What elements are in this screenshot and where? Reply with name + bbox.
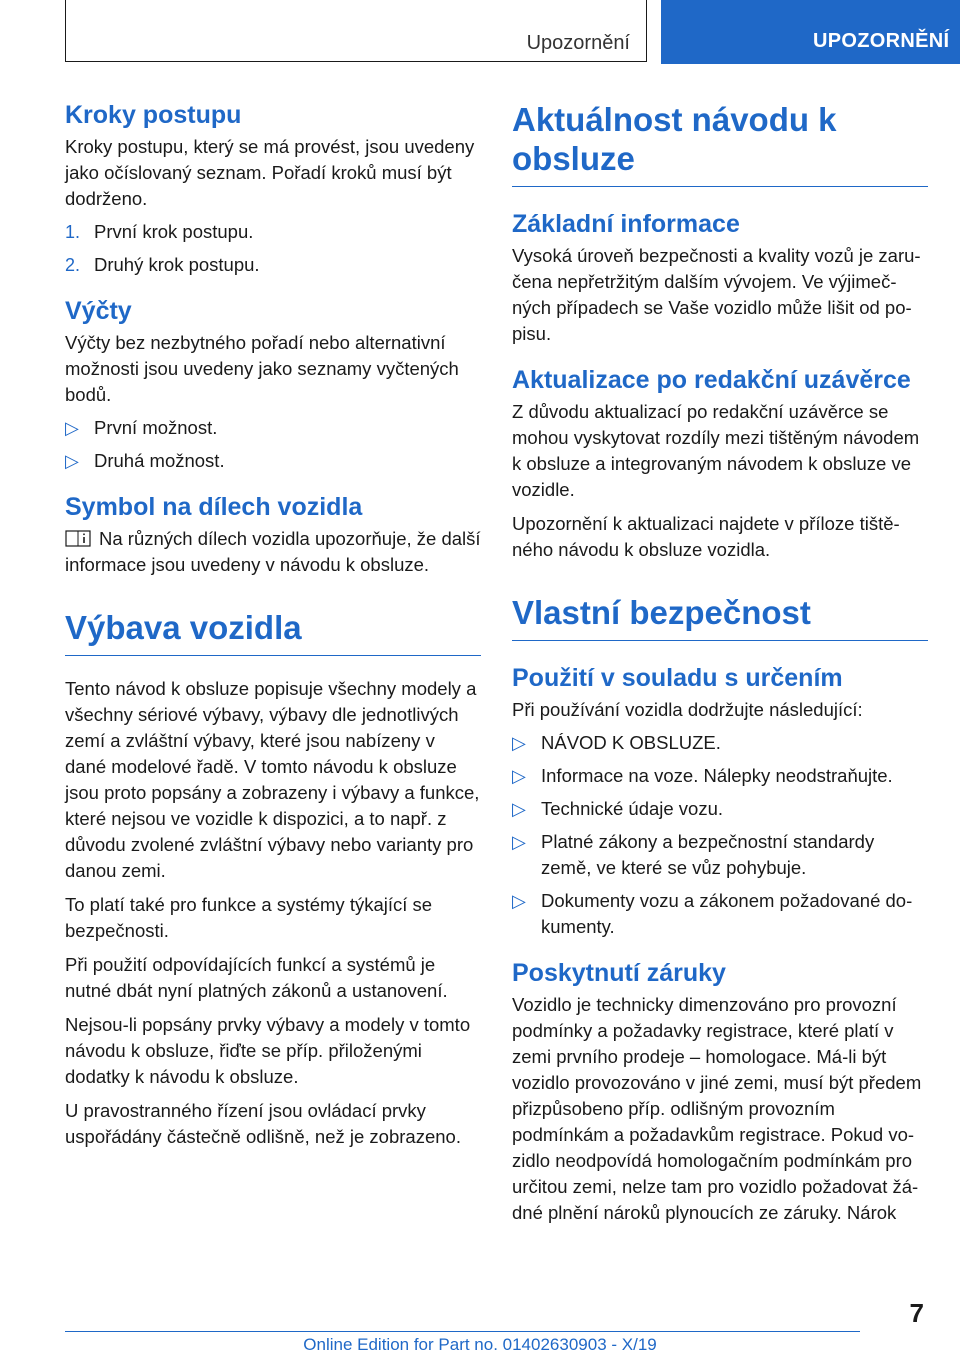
triangle-bullet-icon: ▷ bbox=[65, 418, 79, 438]
steps-list bbox=[65, 219, 481, 278]
heading-aktualnost: Aktuálnost návodu k obsluze bbox=[512, 100, 928, 187]
heading-zaruka: Poskytnutí záruky bbox=[512, 959, 726, 987]
list-item bbox=[512, 888, 928, 940]
symbol-paragraph bbox=[65, 526, 481, 578]
manual-book-icon bbox=[65, 528, 91, 545]
heading-vybava: Výbava vozidla bbox=[65, 608, 481, 656]
heading-symbol: Symbol na dílech vozidla bbox=[65, 493, 363, 521]
item-text: Dokumenty vozu a zákonem požadované dokumenty. bbox=[541, 890, 913, 937]
page-number: 7 bbox=[909, 1298, 924, 1328]
step-text: První krok postupu. bbox=[94, 221, 254, 242]
vybava-paragraph: Tento návod k obsluze popisuje všechny modely a všechny sériové výbavy, výbavy dle jednotlivých zemí a zvláštní výbavy, které jsou nabízeny v dané modelové řadě. V tomto návodu k obsluze jsou proto popsány a zobrazeny i výbavy a funkce, které nejsou ve vozidle k dispozici, a to např. z důvodu zvolené zvláštní výbavy nebo varianty pro danou zemi. bbox=[65, 678, 480, 881]
item-text: Platné zákony a bezpečnostní standardy země, ve které se vůz pohybuje. bbox=[541, 831, 875, 878]
triangle-bullet-icon: ▷ bbox=[512, 733, 526, 753]
triangle-bullet-icon: ▷ bbox=[512, 832, 526, 852]
step-number: 1. bbox=[65, 222, 81, 242]
triangle-bullet-icon: ▷ bbox=[512, 891, 526, 911]
left-column bbox=[65, 100, 481, 1150]
list-item bbox=[512, 796, 928, 822]
heading-vlastni: Vlastní bezpečnost bbox=[512, 593, 928, 641]
vybava-paragraph: Při použití odpovídajících funkcí a systémů je nutné dbát nyní platných zákonů a ustanovení. bbox=[65, 954, 448, 1001]
footer-divider bbox=[65, 1331, 860, 1332]
zaruka-text: Vozidlo je technicky dimenzováno pro provozní podmínky a požadavky registrace, které platí v zemi prvního prodeje – homologace. Má-li být vozidlo provozováno v jiné zemi, musí být předem přizpůsobeno příp. odlišným provozním podmínkám a požadavkům registrace. Pokud vozidlo neodpovídá homologačním podmínkám pro určitou zemi, nelze tam pro vozidlo požadovat žádné plnění nároků plynoucích ze záruky. Nárok bbox=[512, 994, 922, 1223]
heading-zakladni: Základní informace bbox=[512, 210, 740, 238]
item-text: Technické údaje vozu. bbox=[541, 798, 724, 819]
aktualizace-paragraph: Upozornění k aktualizaci najdete v příloze tištěného návodu k obsluze vozidla. bbox=[512, 513, 900, 560]
zakladni-text: Vysoká úroveň bezpečnosti a kvality vozů je zaručena nepřetržitým dalším vývojem. Ve výjimečných případech se Vaše vozidlo může lišit od popisu. bbox=[512, 245, 921, 344]
list-item bbox=[65, 252, 481, 278]
triangle-bullet-icon: ▷ bbox=[65, 451, 79, 471]
item-text: NÁVOD K OBSLUZE. bbox=[541, 732, 721, 753]
list-item bbox=[512, 730, 928, 756]
list-item bbox=[512, 829, 928, 881]
triangle-bullet-icon: ▷ bbox=[512, 766, 526, 786]
heading-kroky: Kroky postupu bbox=[65, 101, 242, 129]
heading-pouziti: Použití v souladu s určením bbox=[512, 664, 843, 692]
list-item bbox=[65, 448, 481, 474]
vycty-text: Výčty bez nezbytného pořadí nebo alternativní možnosti jsou uvedeny jako seznamy vyčtených bodů. bbox=[65, 332, 459, 405]
symbol-text: Na různých dílech vozidla upozorňuje, že další informace jsou uvedeny v návodu k obsluze. bbox=[65, 528, 481, 575]
list-item bbox=[65, 219, 481, 245]
step-text: Druhý krok postupu. bbox=[94, 254, 260, 275]
header-chapter-tab[interactable]: UPOZORNĚNÍ bbox=[661, 0, 960, 64]
option-text: První možnost. bbox=[94, 417, 218, 438]
heading-aktualizace: Aktualizace po redakční uzávěrce bbox=[512, 366, 911, 394]
vybava-paragraph: To platí také pro funkce a systémy týkající se bezpečnosti. bbox=[65, 894, 433, 941]
vybava-paragraph: U pravostranného řízení jsou ovládací prvky uspořádány částečně odlišně, než je zobrazeno. bbox=[65, 1100, 461, 1147]
option-text: Druhá možnost. bbox=[94, 450, 225, 471]
list-item bbox=[65, 415, 481, 441]
options-list bbox=[65, 415, 481, 474]
heading-vycty: Výčty bbox=[65, 297, 132, 325]
aktualizace-paragraph: Z důvodu aktualizací po redakční uzávěrce se mohou vyskytovat rozdíly mezi tištěným návodem k obsluze a integrovaným návodem k obsluze ve vozidle. bbox=[512, 401, 920, 500]
list-item bbox=[512, 763, 928, 789]
vybava-paragraph: Nejsou-li popsány prvky výbavy a modely v tomto návodu k obsluze, řiďte se příp. přiloženými dodatky k návodu k obsluze. bbox=[65, 1014, 471, 1087]
kroky-text: Kroky postupu, který se má provést, jsou uvedeny jako očíslovaný seznam. Pořadí kroků musí být dodrženo. bbox=[65, 136, 475, 209]
triangle-bullet-icon: ▷ bbox=[512, 799, 526, 819]
step-number: 2. bbox=[65, 255, 81, 275]
right-column bbox=[512, 100, 928, 1226]
footer-edition: Online Edition for Part no. 01402630903 - X/19 bbox=[303, 1335, 657, 1354]
header-frame bbox=[65, 0, 647, 62]
pouziti-text: Při používání vozidla dodržujte následující: bbox=[512, 699, 863, 720]
header-section-title: Upozornění bbox=[526, 32, 630, 54]
pouziti-list bbox=[512, 730, 928, 940]
item-text: Informace na voze. Nálepky neodstraňujte. bbox=[541, 765, 893, 786]
